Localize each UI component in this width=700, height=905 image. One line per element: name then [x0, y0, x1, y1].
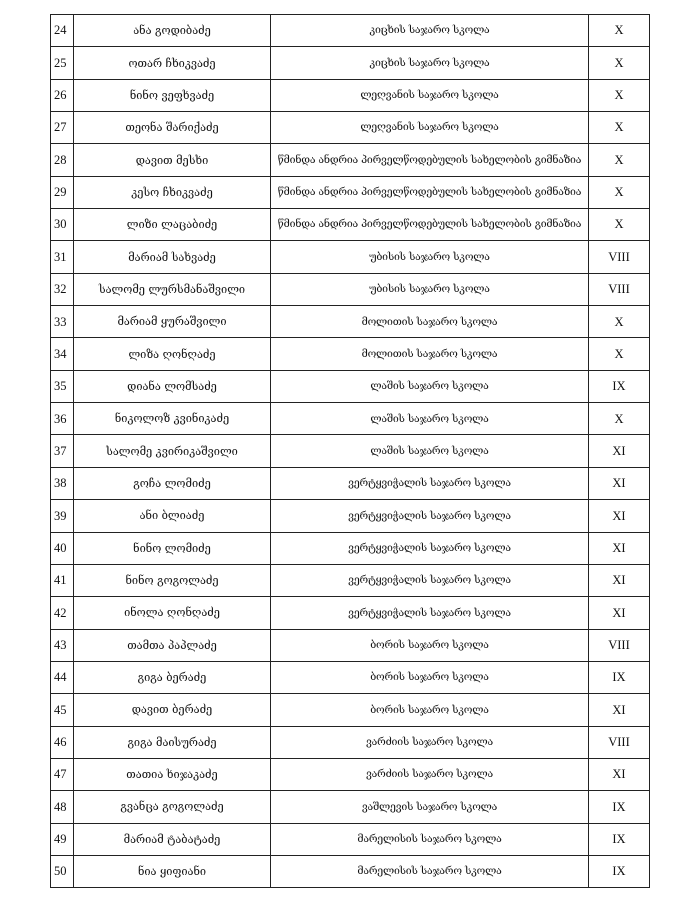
row-number-cell: 27	[51, 112, 74, 144]
row-number-cell: 35	[51, 370, 74, 402]
student-name-cell: გიგა ბერაძე	[74, 661, 271, 693]
school-name-cell: ლეღვანის საჯარო სკოლა	[271, 79, 589, 111]
school-name-cell: ვაშლევის საჯარო სკოლა	[271, 791, 589, 823]
table-row	[51, 403, 650, 435]
row-number-cell: 32	[51, 273, 74, 305]
participants-table	[50, 14, 650, 888]
school-name-cell: ლაშის საჯარო სკოლა	[271, 435, 589, 467]
school-name-cell: ვერტყვიჭალის საჯარო სკოლა	[271, 597, 589, 629]
student-name-cell: ნიკოლოზ კვინიკაძე	[74, 403, 271, 435]
table-row	[51, 435, 650, 467]
student-name-cell: დიანა ლომსაძე	[74, 370, 271, 402]
school-name-cell: კიცხის საჯარო სკოლა	[271, 15, 589, 47]
school-name-cell: ბორის საჯარო სკოლა	[271, 629, 589, 661]
student-name-cell: ნია ყიფიანი	[74, 855, 271, 887]
row-number-cell: 43	[51, 629, 74, 661]
student-name-cell: სალომე ლურსმანაშვილი	[74, 273, 271, 305]
student-name-cell: კესო ჩხიკვაძე	[74, 176, 271, 208]
student-name-cell: ნინო ლომიძე	[74, 532, 271, 564]
student-name-cell: თამთა პაპლაძე	[74, 629, 271, 661]
grade-cell: X	[589, 15, 650, 47]
grade-cell: X	[589, 47, 650, 79]
student-name-cell: ანა გოდიბაძე	[74, 15, 271, 47]
school-name-cell: ლაშის საჯარო სკოლა	[271, 370, 589, 402]
table-row	[51, 726, 650, 758]
table-row	[51, 273, 650, 305]
row-number-cell: 47	[51, 758, 74, 790]
school-name-cell: მარელისის საჯარო სკოლა	[271, 823, 589, 855]
row-number-cell: 46	[51, 726, 74, 758]
student-name-cell: მარიამ ტაბატაძე	[74, 823, 271, 855]
school-name-cell: წმინდა ანდრია პირველწოდებულის სახელობის გიმნაზია	[271, 176, 589, 208]
school-name-cell: კიცხის საჯარო სკოლა	[271, 47, 589, 79]
row-number-cell: 37	[51, 435, 74, 467]
grade-cell: VIII	[589, 241, 650, 273]
table-row	[51, 144, 650, 176]
row-number-cell: 39	[51, 500, 74, 532]
table-row	[51, 661, 650, 693]
student-name-cell: გვანცა გოგოლაძე	[74, 791, 271, 823]
table-row	[51, 370, 650, 402]
grade-cell: IX	[589, 661, 650, 693]
grade-cell: VIII	[589, 726, 650, 758]
school-name-cell: წმინდა ანდრია პირველწოდებულის სახელობის გიმნაზია	[271, 209, 589, 241]
school-name-cell: ვარძიის საჯარო სკოლა	[271, 758, 589, 790]
row-number-cell: 42	[51, 597, 74, 629]
row-number-cell: 41	[51, 564, 74, 596]
table-row	[51, 597, 650, 629]
student-name-cell: მარიამ სახვაძე	[74, 241, 271, 273]
student-name-cell: დავით მესხი	[74, 144, 271, 176]
row-number-cell: 24	[51, 15, 74, 47]
grade-cell: X	[589, 338, 650, 370]
grade-cell: XI	[589, 467, 650, 499]
student-name-cell: გიგა მაისურაძე	[74, 726, 271, 758]
row-number-cell: 34	[51, 338, 74, 370]
row-number-cell: 40	[51, 532, 74, 564]
row-number-cell: 26	[51, 79, 74, 111]
grade-cell: XI	[589, 532, 650, 564]
table-row	[51, 209, 650, 241]
school-name-cell: ლაშის საჯარო სკოლა	[271, 403, 589, 435]
school-name-cell: მოლითის საჯარო სკოლა	[271, 338, 589, 370]
row-number-cell: 49	[51, 823, 74, 855]
row-number-cell: 44	[51, 661, 74, 693]
grade-cell: IX	[589, 823, 650, 855]
table-row	[51, 112, 650, 144]
school-name-cell: ლეღვანის საჯარო სკოლა	[271, 112, 589, 144]
grade-cell: XI	[589, 564, 650, 596]
grade-cell: IX	[589, 791, 650, 823]
grade-cell: XI	[589, 435, 650, 467]
grade-cell: X	[589, 403, 650, 435]
grade-cell: X	[589, 306, 650, 338]
row-number-cell: 38	[51, 467, 74, 499]
grade-cell: X	[589, 176, 650, 208]
table-row	[51, 629, 650, 661]
student-name-cell: ინოლა ღონღაძე	[74, 597, 271, 629]
student-name-cell: ნინო ვეფხვაძე	[74, 79, 271, 111]
student-name-cell: ოთარ ჩხიკვაძე	[74, 47, 271, 79]
student-name-cell: სალომე კვირიკაშვილი	[74, 435, 271, 467]
grade-cell: X	[589, 144, 650, 176]
table-row	[51, 241, 650, 273]
grade-cell: IX	[589, 370, 650, 402]
school-name-cell: წმინდა ანდრია პირველწოდებულის სახელობის გიმნაზია	[271, 144, 589, 176]
table-row	[51, 47, 650, 79]
participants-table-wrapper	[50, 14, 649, 888]
student-name-cell: დავით ბერაძე	[74, 694, 271, 726]
school-name-cell: ვარძიის საჯარო სკოლა	[271, 726, 589, 758]
table-body	[51, 15, 650, 888]
grade-cell: IX	[589, 855, 650, 887]
school-name-cell: ვერტყვიჭალის საჯარო სკოლა	[271, 564, 589, 596]
row-number-cell: 36	[51, 403, 74, 435]
student-name-cell: ნინო გოგოლაძე	[74, 564, 271, 596]
school-name-cell: ბორის საჯარო სკოლა	[271, 661, 589, 693]
row-number-cell: 33	[51, 306, 74, 338]
school-name-cell: ვერტყვიჭალის საჯარო სკოლა	[271, 500, 589, 532]
table-row	[51, 564, 650, 596]
table-row	[51, 694, 650, 726]
row-number-cell: 28	[51, 144, 74, 176]
grade-cell: X	[589, 112, 650, 144]
grade-cell: XI	[589, 694, 650, 726]
grade-cell: VIII	[589, 273, 650, 305]
grade-cell: VIII	[589, 629, 650, 661]
table-row	[51, 176, 650, 208]
table-row	[51, 500, 650, 532]
grade-cell: XI	[589, 758, 650, 790]
student-name-cell: ლიზა ღონღაძე	[74, 338, 271, 370]
school-name-cell: ვერტყვიჭალის საჯარო სკოლა	[271, 532, 589, 564]
school-name-cell: მოლითის საჯარო სკოლა	[271, 306, 589, 338]
grade-cell: XI	[589, 597, 650, 629]
school-name-cell: მარელისის საჯარო სკოლა	[271, 855, 589, 887]
grade-cell: XI	[589, 500, 650, 532]
row-number-cell: 29	[51, 176, 74, 208]
school-name-cell: ბორის საჯარო სკოლა	[271, 694, 589, 726]
grade-cell: X	[589, 79, 650, 111]
row-number-cell: 50	[51, 855, 74, 887]
grade-cell: X	[589, 209, 650, 241]
student-name-cell: თათია ხიჯაკაძე	[74, 758, 271, 790]
school-name-cell: უბისის საჯარო სკოლა	[271, 273, 589, 305]
student-name-cell: ლიზი ლაცაბიძე	[74, 209, 271, 241]
student-name-cell: ანი ბლიაძე	[74, 500, 271, 532]
student-name-cell: მარიამ ყურაშვილი	[74, 306, 271, 338]
table-row	[51, 791, 650, 823]
student-name-cell: გოჩა ლომიძე	[74, 467, 271, 499]
table-row	[51, 855, 650, 887]
table-row	[51, 823, 650, 855]
student-name-cell: თეონა შარიქაძე	[74, 112, 271, 144]
table-row	[51, 79, 650, 111]
row-number-cell: 30	[51, 209, 74, 241]
table-row	[51, 306, 650, 338]
table-row	[51, 532, 650, 564]
school-name-cell: უბისის საჯარო სკოლა	[271, 241, 589, 273]
row-number-cell: 31	[51, 241, 74, 273]
table-row	[51, 15, 650, 47]
table-row	[51, 338, 650, 370]
table-row	[51, 467, 650, 499]
row-number-cell: 45	[51, 694, 74, 726]
row-number-cell: 48	[51, 791, 74, 823]
school-name-cell: ვერტყვიჭალის საჯარო სკოლა	[271, 467, 589, 499]
row-number-cell: 25	[51, 47, 74, 79]
table-row	[51, 758, 650, 790]
